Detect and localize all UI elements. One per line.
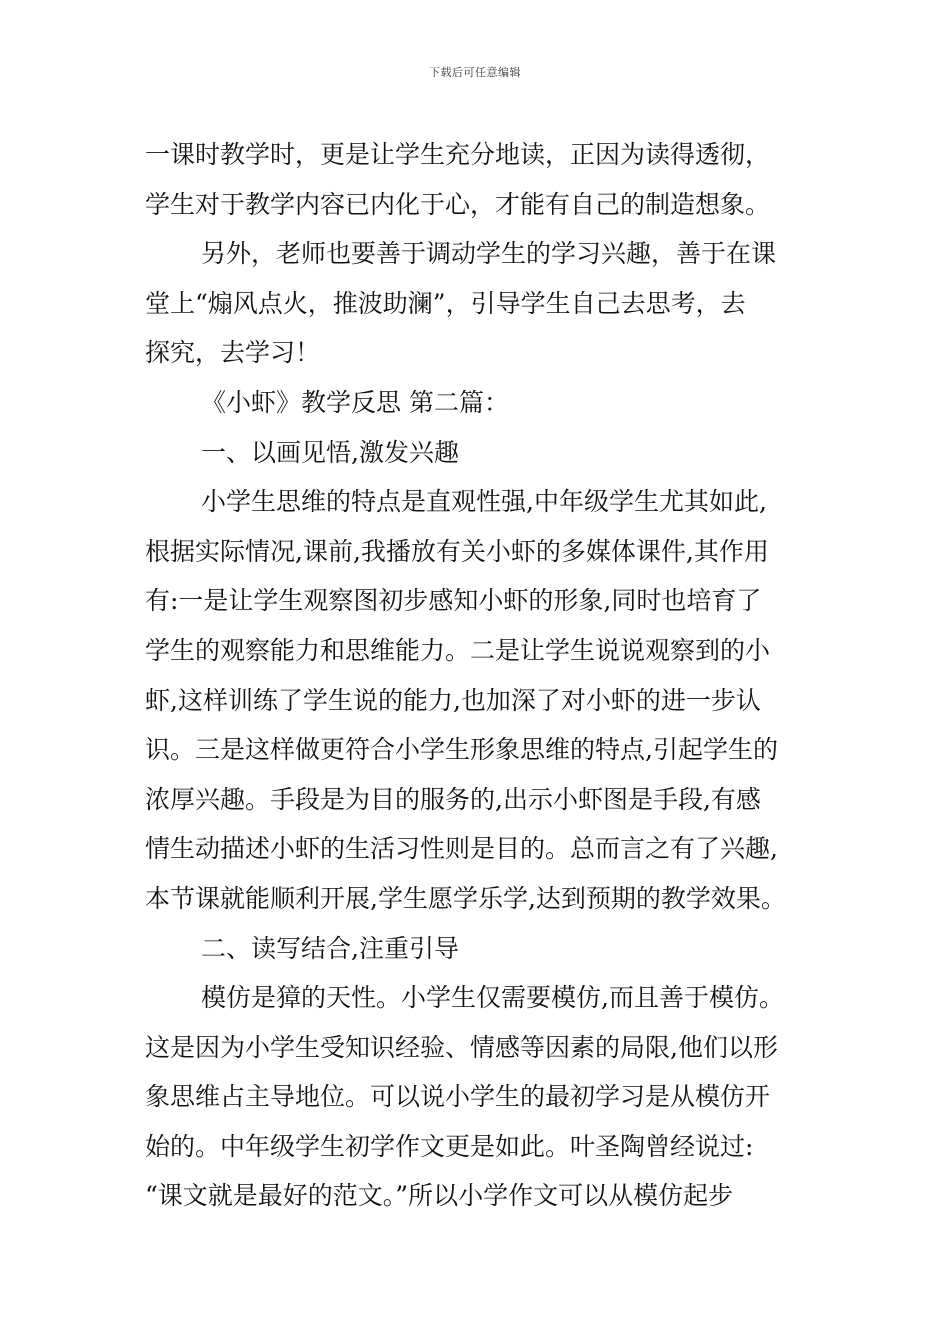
text-line: 象思维占主导地位。可以说小学生的最初学习是从模仿开 xyxy=(145,1082,771,1112)
text-line: 堂上“煽风点火，推波助澜”，引导学生自己去思考，去 xyxy=(145,288,746,318)
text-line: 浓厚兴趣。手段是为目的服务的,出示小虾图是手段,有感 xyxy=(145,784,761,814)
text-line: 《小虾》教学反思 第二篇： xyxy=(201,387,509,417)
text-line: 学生的观察能力和思维能力。二是让学生说说观察到的小 xyxy=(145,635,771,665)
document-body xyxy=(145,130,807,1221)
text-line: 本节课就能顺利开展,学生愿学乐学,达到预期的教学效果。 xyxy=(145,883,786,913)
text-line: 根据实际情况,课前,我播放有关小虾的多媒体课件,其作用 xyxy=(145,536,769,566)
text-line: 小学生思维的特点是直观性强,中年级学生尤其如此, xyxy=(201,487,767,517)
text-line: 一、以画见悟,激发兴趣 xyxy=(201,437,459,467)
text-line: 探究，去学习！ xyxy=(145,338,321,368)
text-line: 二、读写结合,注重引导 xyxy=(201,933,459,963)
text-line: 有:一是让学生观察图初步感知小虾的形象,同时也培育了 xyxy=(145,586,762,616)
text-line: 虾,这样训练了学生说的能力,也加深了对小虾的进一步认 xyxy=(145,685,761,715)
page-header-note: 下载后可任意编辑 xyxy=(429,66,521,79)
text-line: 情生动描述小虾的生活习性则是目的。总而言之有了兴趣, xyxy=(145,834,778,864)
text-line: 模仿是獐的天性。小学生仅需要模仿,而且善于模仿。 xyxy=(201,983,784,1013)
text-line: 识。三是这样做更符合小学生形象思维的特点,引起学生的 xyxy=(145,735,778,765)
text-line: 始的。中年级学生初学作文更是如此。叶圣陶曾经说过: xyxy=(145,1131,754,1161)
text-line: 另外，老师也要善于调动学生的学习兴趣，善于在课 xyxy=(201,239,777,269)
text-line: 这是因为小学生受知识经验、情感等因素的局限,他们以形 xyxy=(145,1032,778,1062)
text-line: 一课时教学时，更是让学生充分地读，正因为读得透彻， xyxy=(145,140,771,169)
text-line: “课文就是最好的范文。”所以小学作文可以从模仿起步 xyxy=(145,1181,734,1211)
text-line: 学生对于教学内容已内化于心，才能有自己的制造想象。 xyxy=(145,189,771,219)
